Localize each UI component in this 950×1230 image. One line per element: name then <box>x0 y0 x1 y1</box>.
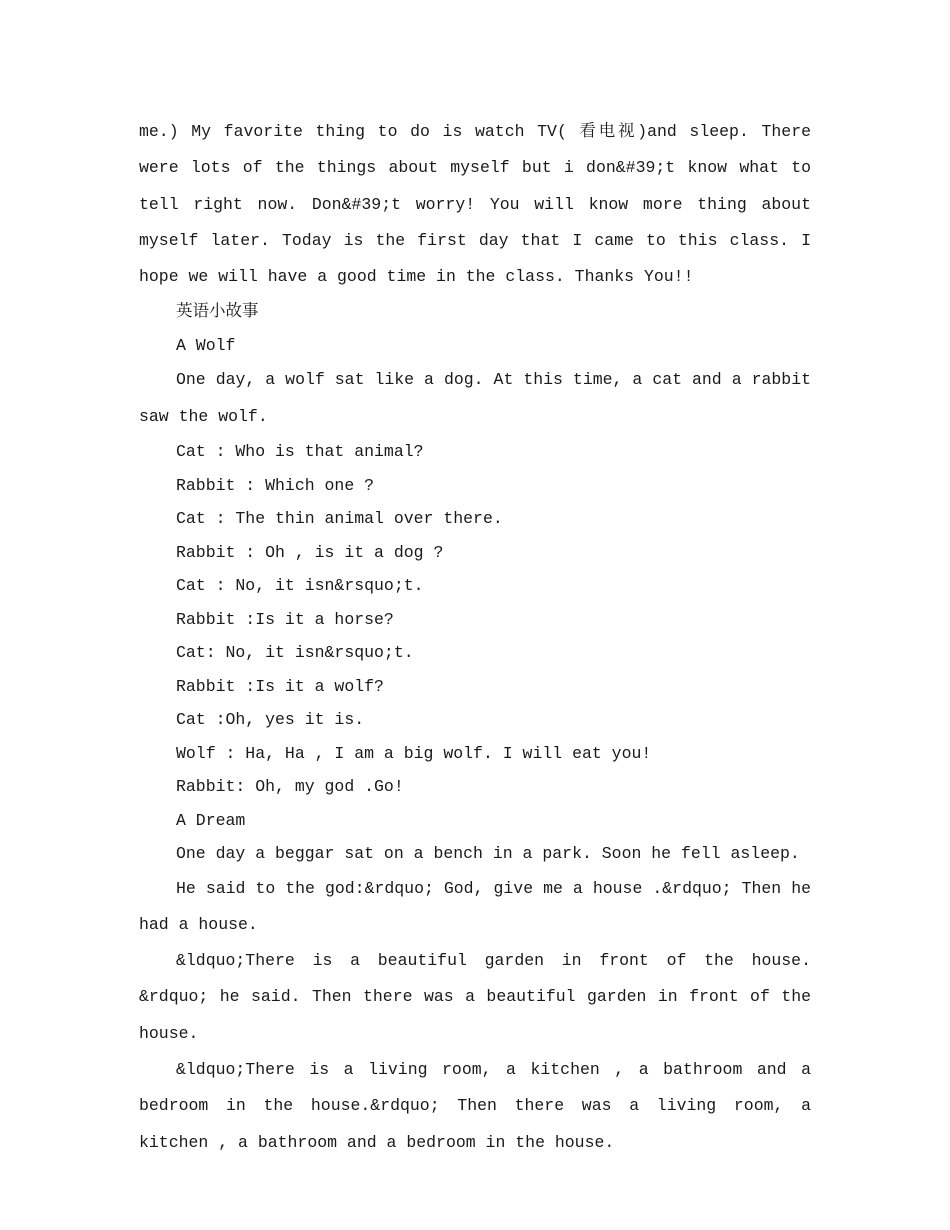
intro-paragraph-continuation: me.) My favorite thing to do is watch TV( 看电视)and sleep. There were lots of the things about myself but i don&#39;t know what to tell right now. Don&#39;t worry! You will know more thing about myself later. Today is the first day that I came to this class. I hope we will have a good time in the class. Thanks You!! <box>139 122 811 287</box>
dialogue-line: Cat: No, it isn&rsquo;t. <box>176 643 414 663</box>
dialogue-line: Rabbit : Oh , is it a dog ? <box>176 542 444 562</box>
story-title-a-wolf: A Wolf <box>176 335 236 355</box>
document-body <box>139 114 811 1161</box>
dialogue-line: Cat : No, it isn&rsquo;t. <box>176 576 424 596</box>
story-paragraph: &ldquo;There is a living room, a kitchen , a bathroom and a bedroom in the house.&rdquo; Then there was a living room, a kitchen , a bathroom and a bedroom in the house. <box>139 1060 811 1152</box>
dialogue-line: Cat : Who is that animal? <box>176 442 424 462</box>
story-paragraph: One day, a wolf sat like a dog. At this time, a cat and a rabbit saw the wolf. <box>139 370 811 426</box>
story-paragraph: He said to the god:&rdquo; God, give me a house .&rdquo; Then he had a house. <box>139 878 811 934</box>
dialogue-line: Rabbit: Oh, my god .Go! <box>176 777 404 797</box>
dialogue-line: Rabbit :Is it a horse? <box>176 609 394 629</box>
dialogue-line: Wolf : Ha, Ha , I am a big wolf. I will eat you! <box>176 743 652 763</box>
dialogue-line: Cat :Oh, yes it is. <box>176 710 365 730</box>
dialogue-line: Rabbit :Is it a wolf? <box>176 676 384 696</box>
story-paragraph: One day a beggar sat on a bench in a park. Soon he fell asleep. <box>176 844 800 864</box>
section-heading-english-stories: 英语小故事 <box>176 302 259 322</box>
story-paragraph: &ldquo;There is a beautiful garden in front of the house. &rdquo; he said. Then there was a beautiful garden in front of the house. <box>139 951 811 1043</box>
story-title-a-dream: A Dream <box>176 810 246 830</box>
dialogue-line: Rabbit : Which one ? <box>176 475 375 495</box>
dialogue-line: Cat : The thin animal over there. <box>176 509 503 529</box>
